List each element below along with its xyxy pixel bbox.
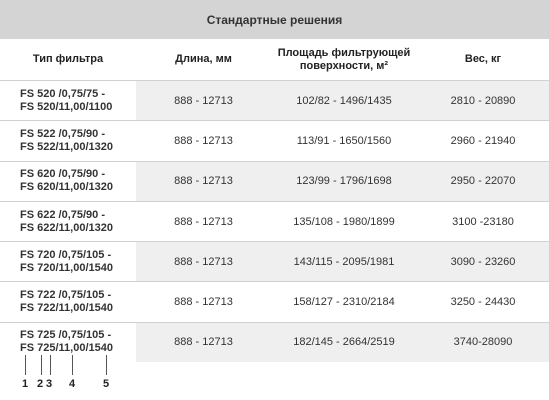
filter-type-line2: FS 522/11,00/1320 <box>20 140 113 153</box>
marker-line-2 <box>41 355 42 375</box>
marker-label-2: 2 <box>37 378 44 390</box>
filter-type-line2: FS 725/11,00/1540 <box>20 342 113 355</box>
length-cell: 888 - 12713 <box>136 282 271 321</box>
filter-type-line1: FS 725 /0,75/105 - <box>20 329 112 342</box>
filter-type-line1: FS 620 /0,75/90 - <box>20 168 105 181</box>
table-row <box>0 121 549 160</box>
marker-label-4: 4 <box>69 378 76 390</box>
filter-type-cell <box>0 202 136 241</box>
filter-type-line2: FS 720/11,00/1540 <box>20 261 113 274</box>
weight-cell: 3100 -23180 <box>417 202 549 241</box>
header-length: Длина, мм <box>175 53 232 65</box>
length-cell: 888 - 12713 <box>136 81 271 120</box>
marker-line-4 <box>72 355 73 375</box>
length-cell: 888 - 12713 <box>136 162 271 201</box>
weight-cell: 2960 - 21940 <box>417 121 549 160</box>
area-cell: 102/82 - 1496/1435 <box>271 81 417 120</box>
filter-type-line2: FS 620/11,00/1320 <box>20 181 113 194</box>
marker-line-1 <box>25 355 26 375</box>
filter-type-line1: FS 720 /0,75/105 - <box>20 248 112 261</box>
table-row <box>0 202 549 241</box>
area-cell: 158/127 - 2310/2184 <box>271 282 417 321</box>
weight-cell: 2810 - 20890 <box>417 81 549 120</box>
table-title: Стандартные решения <box>0 0 549 39</box>
weight-cell: 3740-28090 <box>417 323 549 362</box>
filter-type-line1: FS 622 /0,75/90 - <box>20 208 105 221</box>
filter-type-line1: FS 722 /0,75/105 - <box>20 289 112 302</box>
marker-label-3: 3 <box>46 378 53 390</box>
filter-type-cell <box>0 121 136 160</box>
filter-type-line2: FS 520/11,00/1100 <box>20 100 113 113</box>
filter-type-line1: FS 522 /0,75/90 - <box>20 127 105 140</box>
area-cell: 113/91 - 1650/1560 <box>271 121 417 160</box>
table-row <box>0 162 549 201</box>
table-row <box>0 282 549 321</box>
length-cell: 888 - 12713 <box>136 323 271 362</box>
area-cell: 135/108 - 1980/1899 <box>271 202 417 241</box>
marker-line-5 <box>106 355 107 375</box>
length-cell: 888 - 12713 <box>136 202 271 241</box>
marker-line-3 <box>50 355 51 375</box>
filter-type-line2: FS 722/11,00/1540 <box>20 302 113 315</box>
area-cell: 123/99 - 1796/1698 <box>271 162 417 201</box>
header-filter-type: Тип фильтра <box>32 53 104 65</box>
table-header <box>0 39 549 80</box>
filter-type-cell <box>0 81 136 120</box>
area-cell: 143/115 - 2095/1981 <box>271 242 417 281</box>
weight-cell: 3090 - 23260 <box>417 242 549 281</box>
area-cell: 182/145 - 2664/2519 <box>271 323 417 362</box>
length-cell: 888 - 12713 <box>136 242 271 281</box>
filter-type-cell <box>0 242 136 281</box>
length-cell: 888 - 12713 <box>136 121 271 160</box>
table-body <box>0 80 549 362</box>
weight-cell: 3250 - 24430 <box>417 282 549 321</box>
filter-type-line2: FS 622/11,00/1320 <box>20 221 113 234</box>
header-area <box>271 39 417 80</box>
header-area-line2: поверхности, м² <box>299 59 389 72</box>
table-row <box>0 242 549 281</box>
header-area-line1: Площадь фильтрующей <box>277 46 411 59</box>
filter-type-cell <box>0 282 136 321</box>
marker-label-1: 1 <box>22 378 29 390</box>
filter-type-line1: FS 520 /0,75/75 - <box>20 87 105 100</box>
filter-type-cell <box>0 162 136 201</box>
marker-label-5: 5 <box>103 378 110 390</box>
table-row <box>0 81 549 120</box>
weight-cell: 2950 - 22070 <box>417 162 549 201</box>
position-markers <box>0 355 200 400</box>
header-weight: Вес, кг <box>464 53 502 65</box>
